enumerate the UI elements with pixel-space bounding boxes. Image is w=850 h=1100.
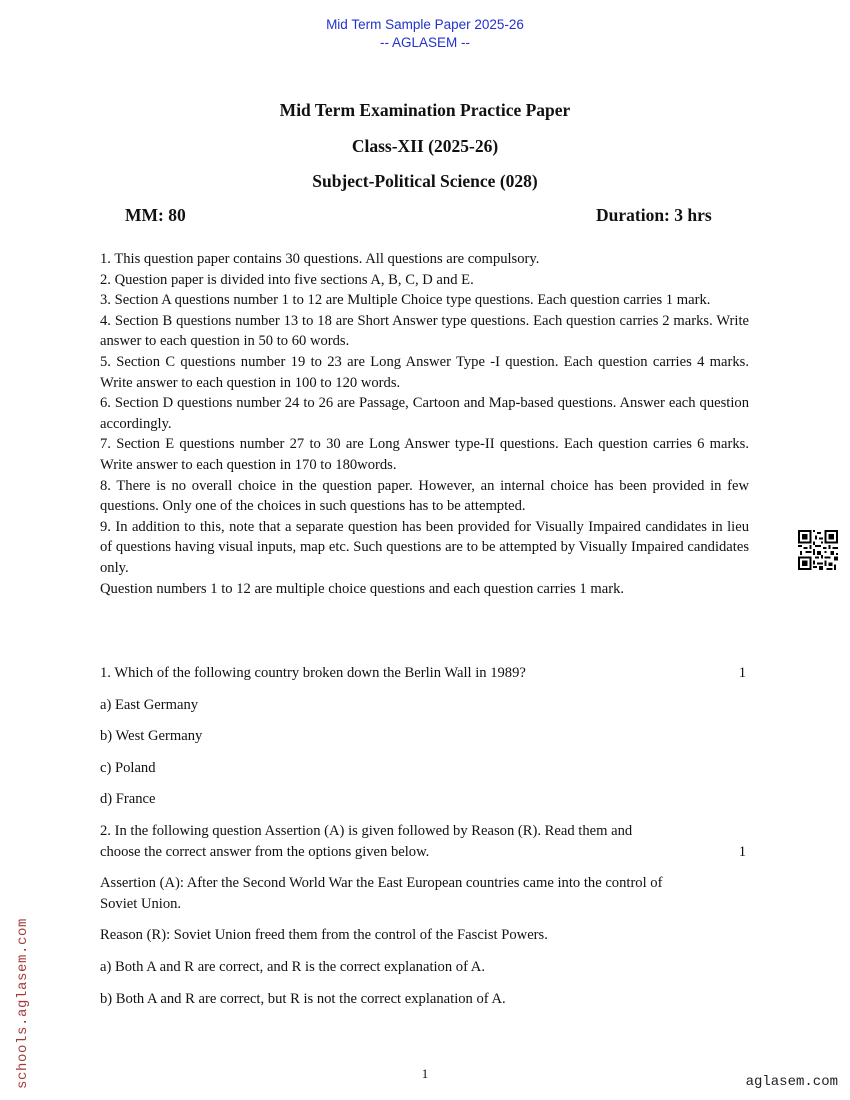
q2-option-a: a) Both A and R are correct, and R is the correct explanation of A.	[100, 958, 485, 975]
footer-site: aglasem.com	[745, 1074, 838, 1090]
instruction-item: 7. Section E questions number 27 to 30 are Long Answer type-II questions. Each question carries 6 marks. Write answer to each question in 170 to 180words.	[100, 436, 749, 473]
max-marks: MM: 80	[125, 205, 186, 225]
mcq-note: Question numbers 1 to 12 are multiple choice questions and each question carries 1 mark.	[100, 580, 625, 597]
subject-title: Subject-Political Science (028)	[312, 171, 538, 191]
assertion-line2: Soviet Union.	[100, 895, 182, 912]
instruction-item: 4. Section B questions number 13 to 18 are Short Answer type questions. Each question carries 2 marks. Write answer to each question in 50 to 60 words.	[100, 312, 749, 350]
instruction-item: 6. Section D questions number 24 to 26 are Passage, Cartoon and Map-based questions. Answer each question accordingly.	[100, 395, 749, 432]
side-watermark: schools.aglasem.com	[15, 917, 31, 1089]
question-2-text-line1: 2. In the following question Assertion (A) is given followed by Reason (R). Read them and	[100, 822, 633, 839]
q1-option-d: d) France	[100, 791, 156, 808]
question-2-text-line2: choose the correct answer from the options given below.	[100, 843, 430, 860]
instruction-item: 9. In addition to this, note that a separate question has been provided for Visually Impaired candidates in lieu of questions having visual inputs, map etc. Such questions are to be attempted by Visually Impaired candidates only.	[100, 518, 749, 576]
question-1-marks: 1	[738, 665, 746, 681]
question-1-text: 1. Which of the following country broken down the Berlin Wall in 1989?	[100, 665, 526, 681]
instruction-item: 1. This question paper contains 30 questions. All questions are compulsory.	[100, 251, 540, 267]
q1-option-b: b) West Germany	[100, 728, 203, 745]
assertion	[100, 873, 749, 914]
instruction-item: 2. Question paper is divided into five sections A, B, C, D and E.	[100, 271, 474, 288]
questions	[100, 663, 749, 1009]
class-title: Class-XII (2025-26)	[351, 136, 499, 156]
question-1	[100, 663, 749, 684]
q1-option-c: c) Poland	[100, 759, 156, 776]
instruction-item: 5. Section C questions number 19 to 23 are Long Answer Type -I question. Each question carries 4 marks. Write answer to each question in 100 to 120 words.	[100, 353, 749, 391]
question-2	[100, 821, 749, 862]
instruction-item: 3. Section A questions number 1 to 12 are Multiple Choice type questions. Each question carries 1 mark.	[100, 292, 711, 309]
instructions	[100, 249, 749, 599]
qr-code-icon	[798, 530, 838, 570]
header-paper-title: Mid Term Sample Paper 2025-26	[326, 17, 524, 32]
reason: Reason (R): Soviet Union freed them from the control of the Fascist Powers.	[100, 927, 548, 944]
instruction-item: 8. There is no overall choice in the question paper. However, an internal choice has been provided in few questions. Only one of the choices in such questions has to be attempted.	[100, 477, 749, 515]
question-2-marks: 1	[738, 843, 746, 860]
page-number: 1	[421, 1066, 429, 1081]
duration: Duration: 3 hrs	[596, 205, 712, 225]
header-brand: -- AGLASEM --	[379, 35, 470, 50]
exam-title: Mid Term Examination Practice Paper	[279, 100, 571, 120]
q2-option-b: b) Both A and R are correct, but R is not the correct explanation of A.	[100, 990, 506, 1007]
assertion-line1: Assertion (A): After the Second World War the East European countries came into the control of	[100, 875, 663, 892]
q1-option-a: a) East Germany	[100, 696, 199, 713]
